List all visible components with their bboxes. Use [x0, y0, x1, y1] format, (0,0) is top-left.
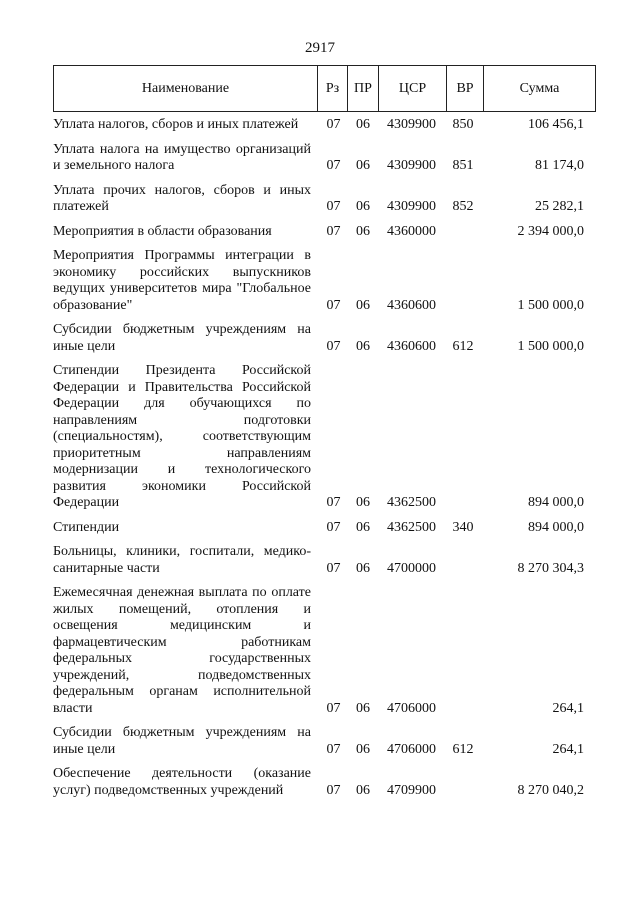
row-pr: 06: [356, 338, 370, 354]
table-body: [53, 117, 594, 807]
row-rz: 07: [326, 560, 341, 576]
row-name: Обеспечение деятельности (оказание услуг) подведомственных учреждений: [53, 766, 311, 798]
row-vr: 340: [452, 519, 474, 535]
row-sum: 106 456,1: [528, 117, 584, 132]
table-row: [53, 224, 594, 241]
row-sum: 25 282,1: [535, 199, 584, 214]
row-sum: 81 174,0: [535, 158, 584, 173]
row-sum: 894 000,0: [528, 519, 584, 535]
row-csr: 4360000: [387, 223, 436, 239]
row-name: Субсидии бюджетным учреждениям на иные цели: [53, 725, 311, 757]
table-row: [53, 766, 594, 799]
row-name: Больницы, клиники, госпитали, медико-санитарные части: [53, 544, 311, 576]
row-rz: 07: [326, 741, 341, 757]
row-vr: 612: [452, 338, 474, 354]
row-pr: 06: [356, 297, 370, 313]
row-sum: 1 500 000,0: [517, 338, 584, 354]
row-vr: 850: [452, 117, 474, 132]
row-csr: 4706000: [387, 741, 436, 757]
row-rz: 07: [326, 199, 341, 214]
table-row: [53, 520, 594, 537]
row-sum: 8 270 304,3: [517, 560, 584, 576]
header-rz: Рз: [318, 66, 348, 111]
row-sum: 2 394 000,0: [517, 223, 584, 239]
table-row: [53, 117, 594, 134]
row-csr: 4706000: [387, 700, 436, 716]
row-sum: 1 500 000,0: [517, 297, 584, 313]
table-row: [53, 363, 594, 512]
row-rz: 07: [326, 700, 341, 716]
row-name: Мероприятия в области образования: [53, 223, 272, 239]
row-csr: 4309900: [387, 117, 436, 132]
header-vr: ВР: [447, 66, 484, 111]
row-csr: 4362500: [387, 519, 436, 535]
row-name: Субсидии бюджетным учреждениям на иные цели: [53, 322, 311, 354]
row-name: Стипендии Президента Российской Федерации и Правительства Российской Федерации для обучающихся по направлениям подготовки (специальностям), соответствующим приоритетным направлениям модернизации и технологического развития экономики Российской Федерации: [53, 363, 311, 510]
page-number: 2917: [305, 40, 335, 56]
row-csr: 4309900: [387, 199, 436, 214]
row-pr: 06: [356, 117, 370, 132]
header-csr: ЦСР: [379, 66, 447, 111]
row-vr: 851: [452, 158, 474, 173]
row-pr: 06: [356, 700, 370, 716]
row-rz: 07: [326, 495, 341, 510]
row-name: Уплата прочих налогов, сборов и иных платежей: [53, 182, 311, 214]
row-name: Стипендии: [53, 519, 120, 535]
row-sum: 8 270 040,2: [517, 782, 584, 798]
row-pr: 06: [356, 519, 370, 535]
row-name: Ежемесячная денежная выплата по оплате жилых помещений, отопления и освещения медицинским и фармацевтическим работникам федеральных государственных учреждений, подведомственных федеральным органам исполнительной власти: [53, 585, 311, 716]
row-name: Уплата налогов, сборов и иных платежей: [53, 117, 299, 132]
row-rz: 07: [326, 297, 341, 313]
row-rz: 07: [326, 117, 341, 132]
row-rz: 07: [326, 158, 341, 173]
row-csr: 4309900: [387, 158, 436, 173]
row-rz: 07: [326, 223, 341, 239]
row-rz: 07: [326, 782, 341, 798]
table-header: [53, 65, 596, 112]
row-sum: 894 000,0: [528, 495, 584, 510]
table-row: [53, 248, 594, 314]
row-sum: 264,1: [552, 741, 584, 757]
row-csr: 4709900: [387, 782, 436, 798]
table-row: [53, 585, 594, 717]
row-pr: 06: [356, 158, 370, 173]
row-pr: 06: [356, 782, 370, 798]
row-name: Уплата налога на имущество организаций и земельного налога: [53, 141, 311, 173]
row-name: Мероприятия Программы интеграции в экономику российских выпускников ведущих университетов мира "Глобальное образование": [53, 248, 311, 313]
row-csr: 4700000: [387, 560, 436, 576]
row-vr: 612: [452, 741, 474, 757]
table-row: [53, 142, 594, 175]
row-pr: 06: [356, 741, 370, 757]
header-name: Наименование: [54, 66, 318, 111]
row-csr: 4362500: [387, 495, 436, 510]
header-pr: ПР: [348, 66, 379, 111]
row-sum: 264,1: [552, 700, 584, 716]
row-pr: 06: [356, 199, 370, 214]
row-pr: 06: [356, 560, 370, 576]
table-row: [53, 544, 594, 577]
row-pr: 06: [356, 495, 370, 510]
row-csr: 4360600: [387, 338, 436, 354]
table-row: [53, 322, 594, 355]
header-sum: Сумма: [519, 80, 560, 96]
row-rz: 07: [326, 519, 341, 535]
table-row: [53, 725, 594, 758]
table-row: [53, 183, 594, 216]
row-csr: 4360600: [387, 297, 436, 313]
row-pr: 06: [356, 223, 370, 239]
row-vr: 852: [452, 199, 474, 214]
row-rz: 07: [326, 338, 341, 354]
